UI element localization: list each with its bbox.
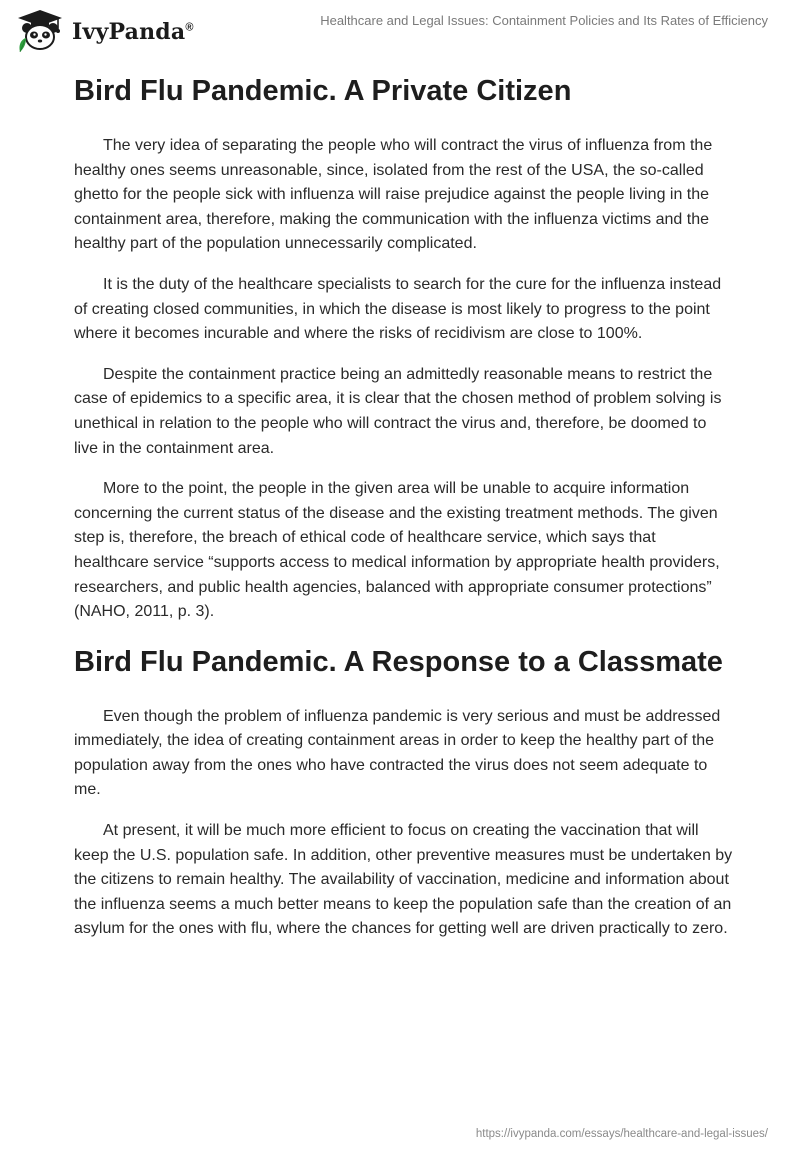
essay-content — [74, 70, 734, 958]
brand-logo[interactable] — [14, 8, 194, 52]
paragraph: It is the duty of the healthcare specialists to search for the cure for the influenza instead of creating closed communities, in which the disease is most likely to progress to the point where it becomes incurable and where the risks of recidivism are close to 100%. — [74, 275, 722, 343]
section-heading: Bird Flu Pandemic. A Private Citizen — [74, 75, 572, 107]
registered-mark: ® — [185, 21, 194, 34]
paragraph: More to the point, the people in the given area will be unable to acquire information concerning the current status of the disease and the existing treatment methods. The given step is, therefore, the breach of ethical code of healthcare service, which says that healthcare service “supports access to medical information by appropriate health providers, researchers, and public health agencies, balanced with appropriate consumer protections” (NAHO, 2011, p. 3). — [74, 480, 720, 621]
panda-graduate-icon — [14, 8, 66, 52]
paragraph: At present, it will be much more efficient to focus on creating the vaccination that will keep the U.S. population safe. In addition, other preventive measures must be undertaken by the citizens to remain healthy. The availability of vaccination, medicine and information about the influenza seems a much better means to keep the population safe than the creation of an asylum for the ones with flu, where the chances for getting well are driven practically to zero. — [74, 822, 733, 938]
paragraph: Despite the containment practice being an admittedly reasonable means to restrict the case of epidemics to a specific area, it is clear that the chosen method of problem solving is unethical in relation to the people who will contract the virus and, therefore, be doomed to live in the containment area. — [74, 365, 722, 457]
brand-name: IvyPanda® — [72, 19, 194, 45]
paragraph: Even though the problem of influenza pandemic is very serious and must be addressed immediately, the idea of creating containment areas in order to keep the healthy part of the population away from the ones who have contracted the virus does not seem adequate to me. — [74, 707, 721, 799]
page-header — [0, 0, 800, 60]
document-title: Healthcare and Legal Issues: Containment Policies and Its Rates of Efficiency — [320, 13, 768, 28]
source-url-link[interactable]: https://ivypanda.com/essays/healthcare-and-legal-issues/ — [475, 1128, 768, 1140]
section-heading: Bird Flu Pandemic. A Response to a Classmate — [74, 645, 723, 678]
paragraph: The very idea of separating the people who will contract the virus of influenza from the healthy ones seems unreasonable, since, isolated from the rest of the USA, the so-called ghetto for the people sick with influenza will raise prejudice against the people living in the containment area, therefore, making the communication with the influenza victims and the healthy part of the population unnecessarily complicated. — [74, 137, 713, 253]
